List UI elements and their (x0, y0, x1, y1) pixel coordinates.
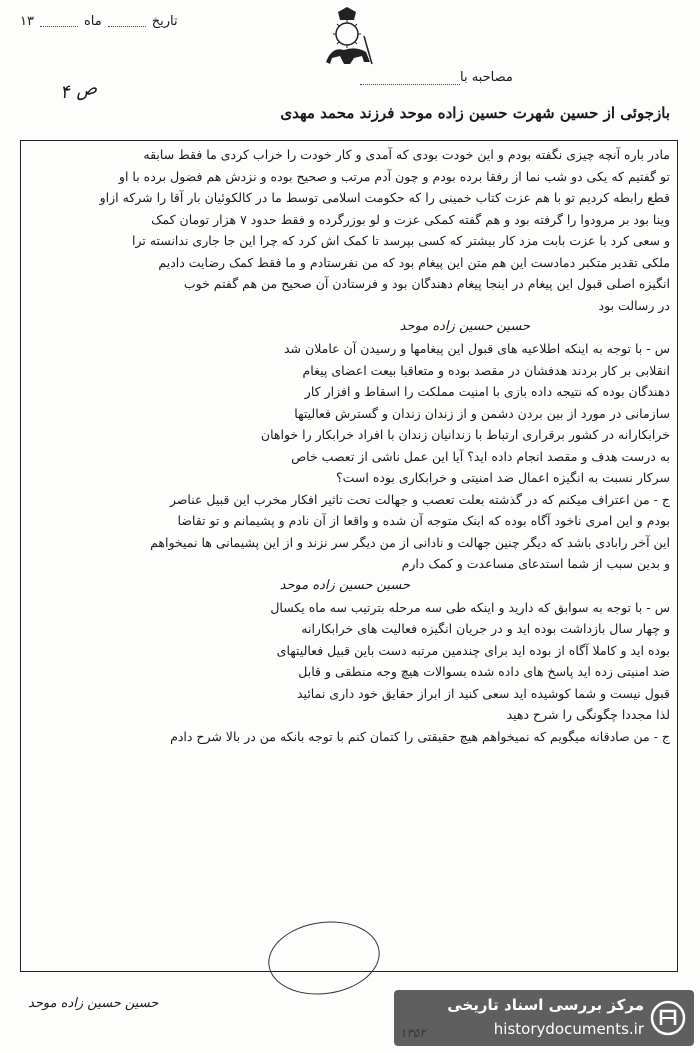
archive-watermark (394, 990, 694, 1046)
document-subject: بازجوئی از حسین شهرت حسین زاده موحد فرزند محمد مهدی (280, 104, 670, 122)
document-header (0, 0, 700, 122)
signature: حسین حسین زاده موحد (279, 577, 410, 593)
text-line: مادر باره آنچه چیزی نگفته بودم و این خودت بودی که آمدی و کار خودت را خراب کردی ما فقط سابقه (143, 147, 670, 162)
text-line: این آخر رابادی باشد که دیگر چنین جهالت و نادانی از من دیگر سر نزند و از این پشیمانی ها نمیخواهم (150, 534, 670, 550)
text-line: تو گفتیم که یکی دو شب نما از رفقا برده بودم و چون آدم مرتب و صحیح بوده و نزدش هم فضول برده با او (118, 168, 670, 184)
text-line: انقلابی بر کار بردند هدفشان در مقصد بوده و متعاقبا بیعت اعضای پیغام (302, 362, 670, 378)
month-label: ماه (83, 14, 102, 29)
archive-logo-icon (650, 1000, 686, 1036)
text-line: سازمانی در مورد از بین بردن دشمن و از زندان زندان و گسترش فعالیتها (294, 405, 670, 421)
text-line: و بدین سبب از شما استدعای مساعدت و کمک دارم (401, 556, 670, 571)
text-line: ج - من صادقانه میگویم که نمیخواهم هیچ حقیقتی را کتمان کنم با توجه بانکه من در بالا شرح دادم (170, 728, 670, 744)
text-line: ملکی تقدیر متکبر دمادست این هم متن این پیغام بود که من نفرستادم و ما فقط کمک رضایت دادیم (158, 254, 670, 270)
text-line: ج - من اعتراف میکنم که در گذشته بعلت تعصب و جهالت تحت تاثیر افکار مخرب این قبیل عناصر (169, 491, 670, 507)
lion-and-sun-emblem-icon (318, 6, 376, 68)
text-line: قطع رابطه کردیم تو با هم عزت کتاب خمینی را که حکومت اسلامی توسط ما در کالکوئیان بار آقا را شرکه ازاو (99, 190, 670, 205)
text-line: بوده اید و کاملا آگاه از بوده اید برای چندمین مرتبه دست باین قبیل فعالیتهای (276, 642, 670, 658)
text-line: قبول نیست و شما کوشیده اید سعی کنید از ابراز حقایق خود داری نمائید (297, 685, 670, 701)
interrogation-body (26, 144, 670, 970)
text-line: ضد امنیتی زده اید پاسخ های داده شده بسوالات هیچ وجه منطقی و قابل (298, 664, 670, 679)
year-suffix: ۱۳ (20, 14, 34, 29)
text-line: لذا مجددا چگونگی را شرح دهید (506, 707, 670, 722)
text-line: انگیزه اصلی قبول این پیغام در اینجا پیغام دهندگان بود و فرستادن آن صحیح من هم گفتم خوب (183, 276, 670, 291)
signature: حسین حسین زاده موحد (399, 319, 530, 334)
date-label: تاریخ (151, 14, 178, 29)
answer-section-1 (26, 144, 670, 338)
watermark-title: مرکز بررسی اسناد تاریخی (447, 996, 644, 1014)
question-section-2 (26, 597, 670, 726)
interview-blank (360, 84, 460, 85)
text-line: خرابکارانه در کشور برقراری ارتباط با زندانیان زندان با افراد خرابکار را خواهان (260, 427, 670, 442)
text-line: و چهار سال بازداشت بوده اید و در جریان انگیزه فعالیت های خرابکارانه (301, 621, 670, 636)
handwritten-page-mark: ص ۴ (58, 77, 99, 104)
text-line: سرکار نسبت به انگیزه اعمال ضد امنیتی و خرابکاری بوده است؟ (335, 470, 670, 485)
text-line: س - با توجه به اینکه اطلاعیه های قبول این پیغامها و رسیدن آن عاملان شد (284, 341, 670, 356)
text-line: بودم و این امری ناخود آگاه بوده که اینک متوجه آن شده و واقعا از آن نادم و پشیمانم و تو تقاضا (177, 513, 670, 528)
text-line: س - با توجه به سوابق که دارید و اینکه طی سه مرحله بترتیب سه ماه یکسال (270, 599, 670, 615)
answer-section-3 (26, 726, 670, 748)
month-blank (40, 16, 78, 27)
question-section-1 (26, 338, 670, 489)
footer-signature: حسین حسین زاده موحد (28, 996, 159, 1011)
answer-section-2 (26, 489, 670, 597)
text-line: وینا بود بر مرودوا را گرفته بود و هم گفته کمکی عزت و لو بوزرگرده و فقط حدود ۷ هزار تومان کمک (151, 211, 670, 227)
text-line: و سعی کرد با عزت بابت مزد کار بیشتر که کسی بپرسد تا کمک اش کرد که چرا این جا جاری ندانسته ترا (132, 233, 670, 248)
text-line: به درست هدف و مقصد انجام داده اید؟ آیا این عمل ناشی از تعصب خاص (291, 448, 670, 464)
date-blank (108, 16, 146, 27)
text-line: دهندگان بوده که نتیجه داده بازی با امنیت مملکت را اسقاط و افزار کار (304, 384, 670, 399)
interview-with-label: مصاحبه با (460, 70, 513, 85)
footer-signature-block (28, 992, 168, 1022)
text-line: در رسالت بود (598, 297, 670, 313)
date-field (20, 14, 178, 29)
watermark-url: historydocuments.ir (493, 1020, 644, 1038)
